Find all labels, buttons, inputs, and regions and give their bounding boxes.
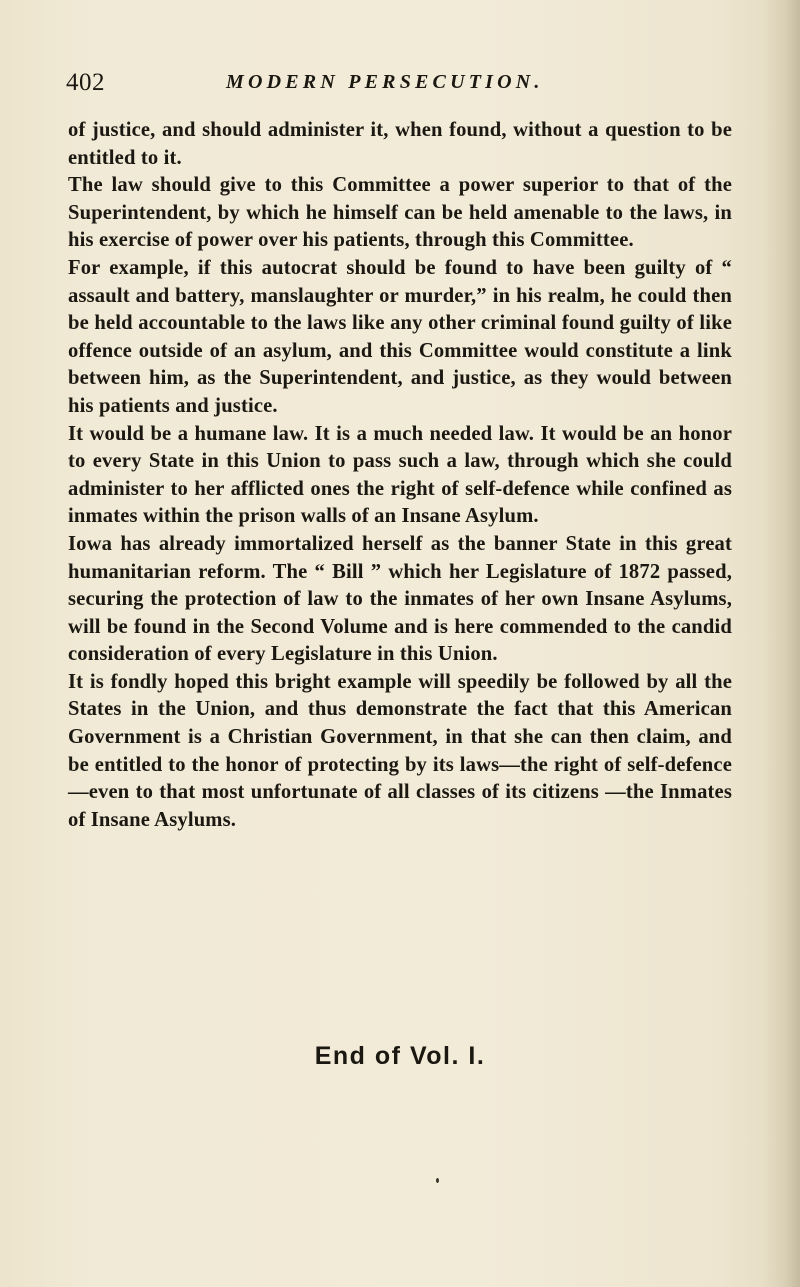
body-text (68, 117, 732, 834)
ink-speck (436, 1178, 439, 1183)
paragraph: It would be a humane law. It is a much needed law. It would be an honor to every State in this Union to pass such a law, through which she could administer to her afflicted ones the right of self-defence while confined as inmates within the prison walls of an Insane Asylum. (68, 422, 732, 528)
end-of-volume-note: End of Vol. I. (314, 1042, 486, 1070)
paragraph: The law should give to this Committee a power superior to that of the Superintendent, by which he himself can be held amenable to the laws, in his exercise of power over his patients, through this Committee. (68, 174, 732, 252)
page-edge-shadow (762, 0, 800, 1287)
running-title: MODERN PERSECUTION. (226, 71, 544, 93)
page-number: 402 (66, 69, 105, 96)
paragraph: It is fondly hoped this bright example will speedily be followed by all the States in the Union, and thus demonstrate the fact that this American Government is a Christian Government, in that she can then claim, and be entitled to the honor of protecting by its laws—the right of self-defence —even to that most unfortunate of all classes of its citizens —the Inmates of Insane Asylums. (68, 670, 732, 831)
paragraph: Iowa has already immortalized herself as the banner State in this great humanitarian reform. The “ Bill ” which her Legislature of 1872 passed, securing the protection of law to the inmates of her own Insane Asylums, will be found in the Second Volume and is here commended to the candid consideration of every Legislature in this Union. (68, 532, 732, 666)
paragraph: For example, if this autocrat should be found to have been guilty of “ assault and battery, manslaughter or murder,” in his realm, he could then be held accountable to the laws like any other criminal found guilty of like offence outside of an asylum, and this Committee would constitute a link between him, as the Superintendent, and justice, as they would between his patients and justice. (68, 256, 732, 417)
paragraph: of justice, and should administer it, when found, without a question to be entitled to it. (68, 119, 732, 169)
running-head (66, 62, 746, 102)
